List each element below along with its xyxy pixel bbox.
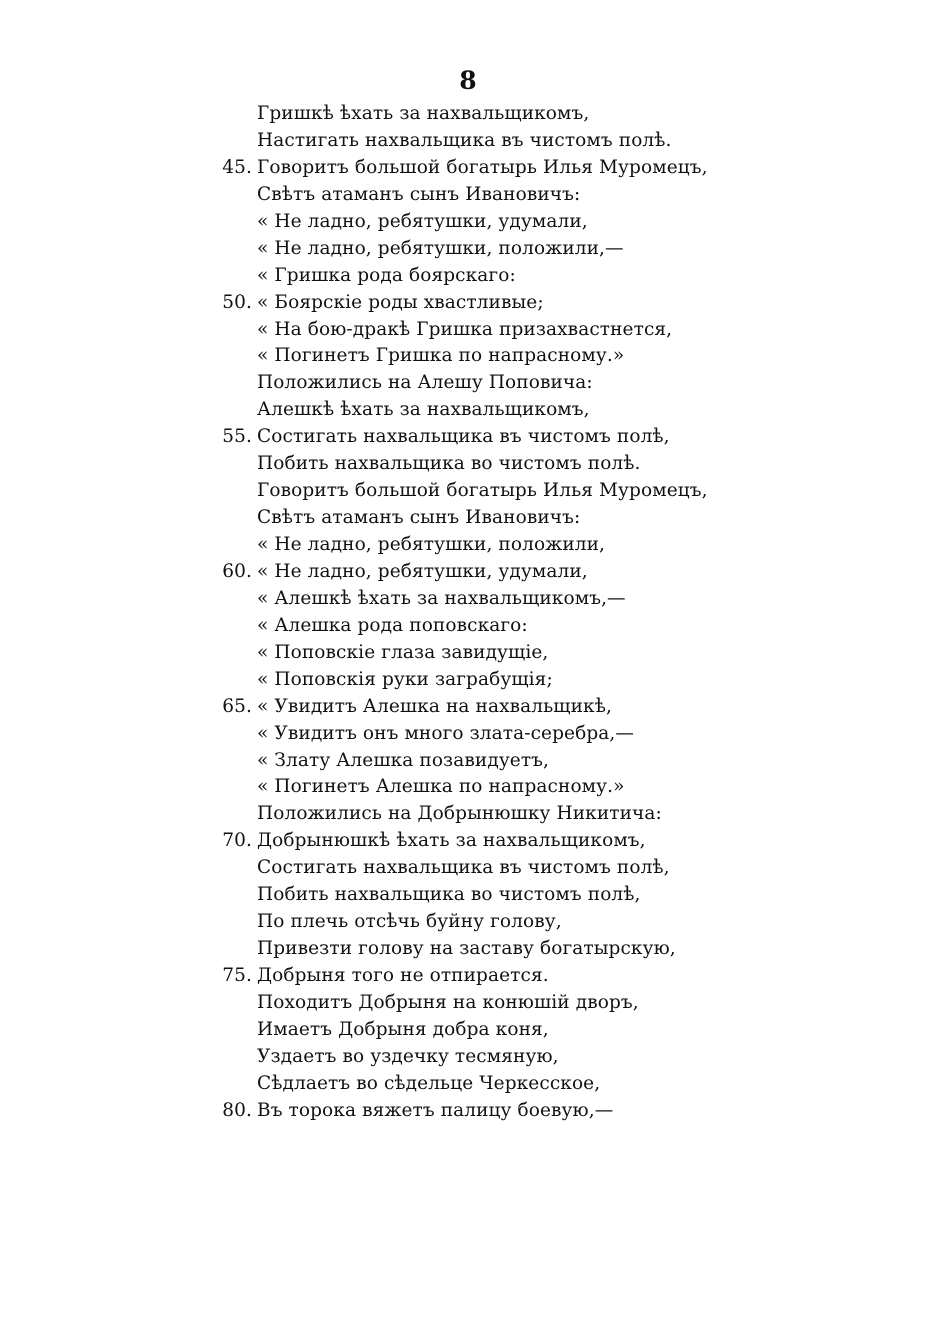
verse-line — [0, 1098, 936, 1125]
verse-text: Побить нахвальщика во чистомъ полѣ. — [257, 453, 641, 475]
verse-line — [0, 397, 936, 424]
verse-text: « Не ладно, ребятушки, удумали, — [257, 210, 588, 232]
verse-text: Имаетъ Добрыня добра коня, — [257, 1018, 549, 1040]
verse-line — [0, 478, 936, 505]
verse-text: Привезти голову на заставу богатырскую, — [257, 938, 676, 960]
verse-text: Побить нахвальщика во чистомъ полѣ, — [257, 884, 641, 906]
verse-text: « Поповскія руки заграбущія; — [257, 668, 553, 690]
verse-line — [0, 451, 936, 478]
verse-line — [0, 801, 936, 828]
verse-text: По плечь отсѣчь буйну голову, — [257, 911, 562, 933]
verse-text: « Увидитъ Алешка на нахвальщикѣ, — [257, 695, 612, 717]
line-number: 70. — [222, 830, 252, 852]
line-number: 45. — [222, 156, 252, 178]
verse-line — [0, 1017, 936, 1044]
line-number: 50. — [222, 291, 252, 313]
verse-text: « Погинетъ Алешка по напрасному.» — [257, 776, 625, 798]
line-number: 75. — [222, 965, 252, 986]
verse-text: Уздаетъ во уздечку тесмяную, — [257, 1045, 559, 1067]
verse-line — [0, 424, 936, 451]
verse-line — [0, 155, 936, 182]
verse-text: « Увидитъ онъ много злата-серебра,— — [257, 722, 634, 744]
verse-line — [0, 586, 936, 613]
verse-line — [0, 343, 936, 370]
verse-text: « Не ладно, ребятушки, положили, — [257, 534, 606, 555]
verse-line — [0, 855, 936, 882]
verse-text: Сѣдлаетъ во сѣдельце Черкесское, — [257, 1072, 601, 1094]
line-number: 55. — [222, 426, 252, 448]
verse-text: Говоритъ большой богатырь Илья Муромецъ, — [257, 156, 708, 178]
verse-text: « Злату Алешка позавидуетъ, — [257, 749, 550, 771]
verse-line — [0, 559, 936, 586]
verse-text: « Алешка рода поповскаго: — [257, 614, 528, 636]
verse-line — [0, 613, 936, 640]
verse-text: « Не ладно, ребятушки, удумали, — [257, 560, 588, 582]
verse-line — [0, 128, 936, 155]
verse-text: « Не ладно, ребятушки, положили,— — [257, 237, 624, 259]
verse-line — [0, 317, 936, 344]
verse-text: Добрыня того не отпирается. — [257, 965, 549, 986]
verse-block — [0, 101, 936, 1125]
verse-line — [0, 909, 936, 936]
verse-line — [0, 1071, 936, 1098]
verse-line — [0, 640, 936, 667]
verse-line — [0, 963, 936, 990]
verse-line — [0, 505, 936, 532]
verse-text: Положились на Добрынюшку Никитича: — [257, 803, 662, 825]
verse-line — [0, 774, 936, 801]
verse-text: Положились на Алешу Поповича: — [257, 372, 593, 394]
line-number: 80. — [222, 1099, 252, 1121]
verse-line — [0, 1044, 936, 1071]
verse-text: Настигать нахвальщика въ чистомъ полѣ. — [257, 129, 672, 151]
verse-line — [0, 370, 936, 397]
verse-line — [0, 236, 936, 263]
verse-line — [0, 182, 936, 209]
verse-text: Свѣтъ атаманъ сынъ Ивановичъ: — [257, 507, 581, 529]
verse-line — [0, 667, 936, 694]
verse-text: Гришкѣ ѣхать за нахвальщикомъ, — [257, 103, 590, 124]
verse-text: « Поповскіе глаза завидущіе, — [257, 641, 549, 663]
verse-text: Алешкѣ ѣхать за нахвальщикомъ, — [257, 399, 590, 421]
verse-line — [0, 721, 936, 748]
verse-line — [0, 936, 936, 963]
line-number: 60. — [222, 560, 252, 582]
verse-line — [0, 101, 936, 128]
verse-text: Состигать нахвальщика въ чистомъ полѣ, — [257, 857, 670, 879]
verse-line — [0, 748, 936, 775]
verse-text: Состигать нахвальщика въ чистомъ полѣ, — [257, 426, 670, 448]
verse-text: « Боярскіе роды хвастливые; — [257, 291, 544, 313]
page-number: 8 — [459, 66, 477, 95]
verse-text: « Погинетъ Гришка по напрасному.» — [257, 345, 625, 367]
verse-text: Свѣтъ атаманъ сынъ Ивановичъ: — [257, 183, 581, 205]
verse-line — [0, 694, 936, 721]
verse-text: « Гришка рода боярскаго: — [257, 264, 516, 286]
verse-text: Въ торока вяжетъ палицу боевую,— — [257, 1099, 614, 1121]
line-number: 65. — [222, 695, 252, 717]
verse-text: Добрынюшкѣ ѣхать за нахвальщикомъ, — [257, 830, 646, 852]
verse-text: Говоритъ большой богатырь Илья Муромецъ, — [257, 480, 708, 502]
verse-line — [0, 532, 936, 559]
verse-line — [0, 290, 936, 317]
verse-text: « На бою-дракѣ Гришка призахвастнется, — [257, 318, 673, 340]
verse-text: Походитъ Добрыня на конюшій дворъ, — [257, 991, 639, 1013]
verse-text: « Алешкѣ ѣхать за нахвальщикомъ,— — [257, 587, 626, 609]
verse-line — [0, 263, 936, 290]
verse-line — [0, 882, 936, 909]
verse-line — [0, 209, 936, 236]
verse-line — [0, 990, 936, 1017]
verse-line — [0, 828, 936, 855]
